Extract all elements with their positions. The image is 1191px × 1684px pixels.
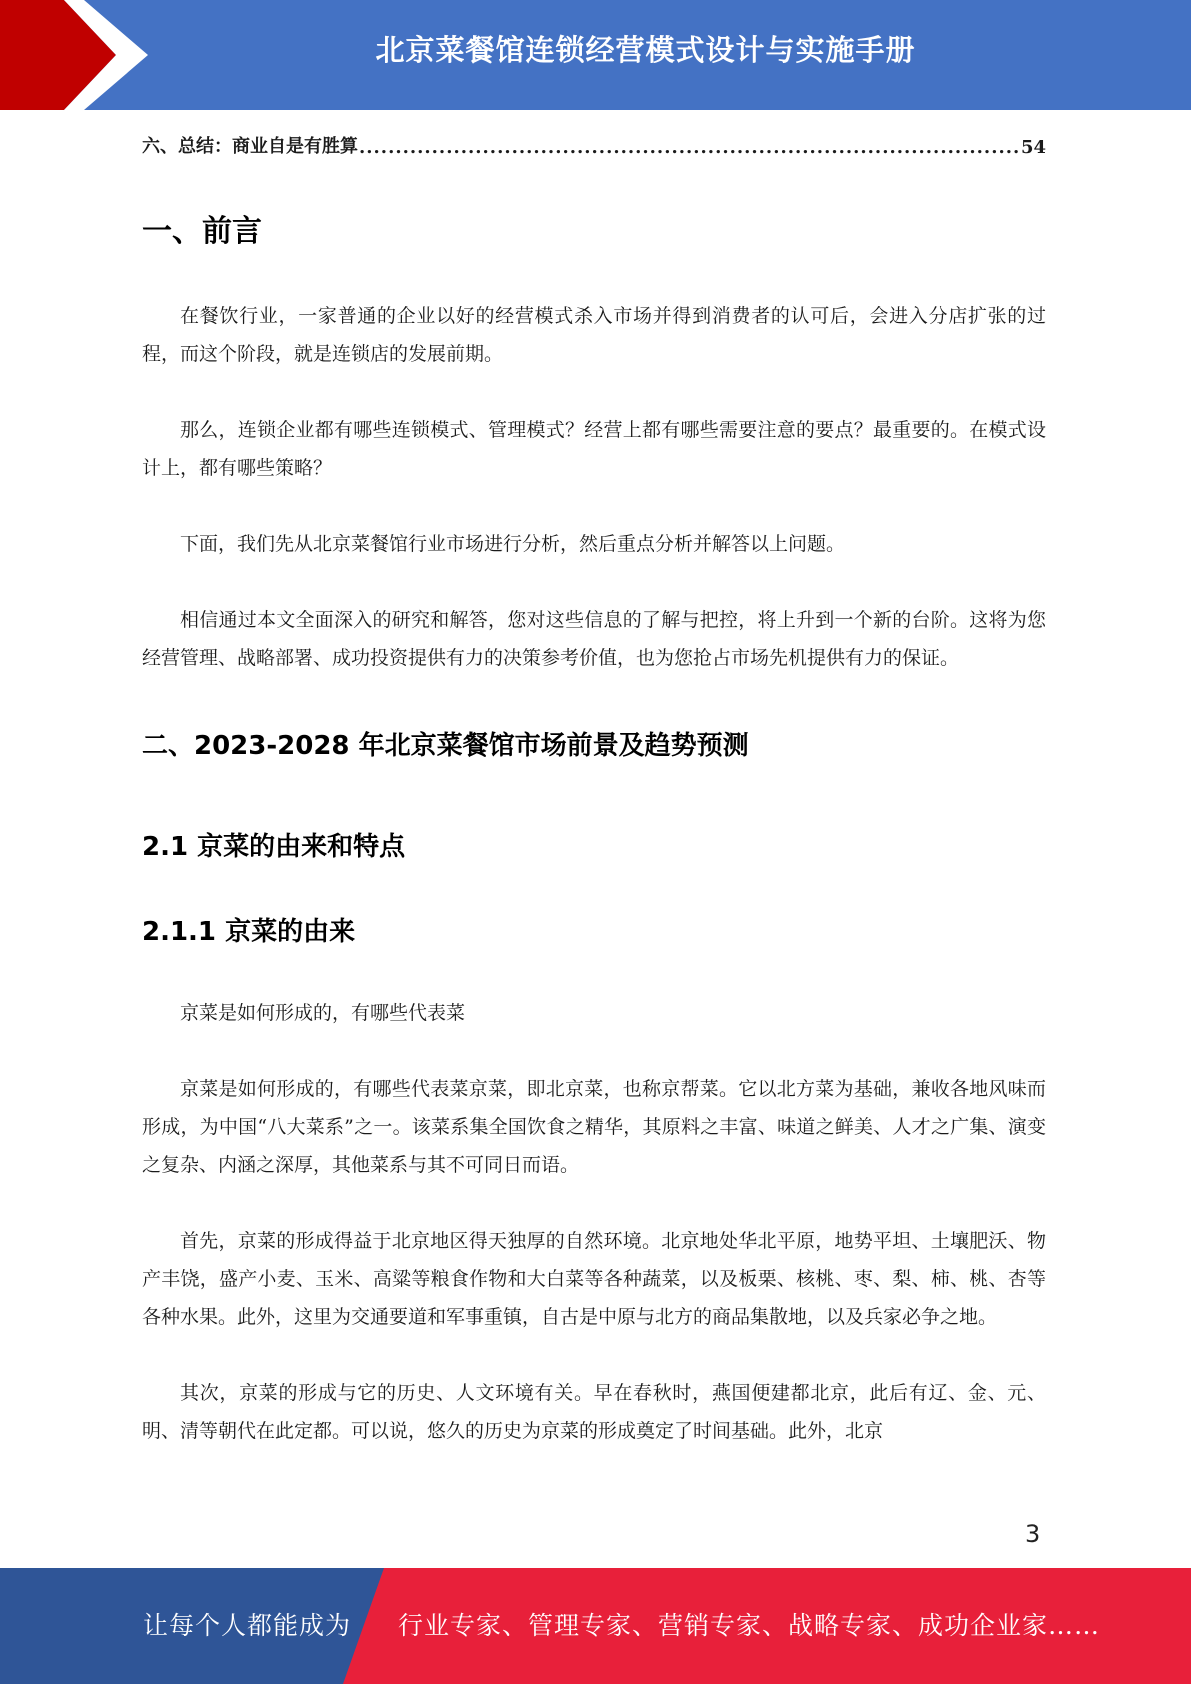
toc-entry-label: 六、总结：商业自是有胜算 — [142, 136, 358, 157]
subsection-heading-origin: 2.1.1 京菜的由来 — [142, 917, 356, 947]
body-paragraph: 下面，我们先从北京菜餐馆行业市场进行分析，然后重点分析并解答以上问题。 — [180, 533, 846, 555]
page-header — [0, 0, 1191, 110]
body-paragraph: 其次，京菜的形成与它的历史、人文环境有关。早在春秋时，燕国便建都北京，此后有辽、金、元、明、清等朝代在此定都。可以说，悠久的历史为京菜的形成奠定了时间基础。此外，北京 — [142, 1382, 1046, 1442]
footer-slogan-right: 行业专家、管理专家、营销专家、战略专家、成功企业家…… — [398, 1611, 1101, 1640]
body-paragraph: 首先，京菜的形成得益于北京地区得天独厚的自然环境。北京地处华北平原，地势平坦、土壤肥沃、物产丰饶，盛产小麦、玉米、高粱等粮食作物和大白菜等各种蔬菜，以及板栗、核桃、枣、梨、柿、桃、杏等各种水果。此外，这里为交通要道和军事重镇，自古是中原与北方的商品集散地，以及兵家必争之地。 — [142, 1230, 1046, 1328]
body-paragraph: 那么，连锁企业都有哪些连锁模式、管理模式？经营上都有哪些需要注意的要点？最重要的。在模式设计上，都有哪些策略？ — [142, 419, 1046, 479]
page-number: 3 — [1025, 1520, 1041, 1548]
page-content — [142, 116, 1046, 1450]
body-paragraph: 相信通过本文全面深入的研究和解答，您对这些信息的了解与把控，将上升到一个新的台阶。这将为您经营管理、战略部署、成功投资提供有力的决策参考价值，也为您抢占市场先机提供有力的保证。 — [142, 609, 1046, 669]
body-paragraph: 在餐饮行业，一家普通的企业以好的经营模式杀入市场并得到消费者的认可后，会进入分店扩张的过程，而这个阶段，就是连锁店的发展前期。 — [142, 305, 1046, 365]
page-footer — [0, 1568, 1191, 1684]
section-heading-market-outlook: 二、2023-2028 年北京菜餐馆市场前景及趋势预测 — [142, 731, 749, 761]
footer-slogan-left: 让每个人都能成为 — [143, 1611, 352, 1640]
toc-dot-leader — [359, 137, 1020, 158]
toc-entry-page: 54 — [1020, 137, 1046, 158]
body-paragraph: 京菜是如何形成的，有哪些代表菜 — [180, 1002, 466, 1024]
body-paragraph: 京菜是如何形成的，有哪些代表菜京菜，即北京菜，也称京帮菜。它以北方菜为基础，兼收各地风味而形成，为中国“八大菜系”之一。该菜系集全国饮食之精华，其原料之丰富、味道之鲜美、人才之广集、演变之复杂、内涵之深厚，其他菜系与其不可同日而语。 — [142, 1078, 1046, 1176]
section-heading-preface: 一、前言 — [142, 214, 262, 249]
document-title: 北京菜餐馆连锁经营模式设计与实施手册 — [375, 33, 916, 67]
toc-entry[interactable] — [142, 132, 1046, 158]
subsection-heading-origin-features: 2.1 京菜的由来和特点 — [142, 832, 406, 862]
